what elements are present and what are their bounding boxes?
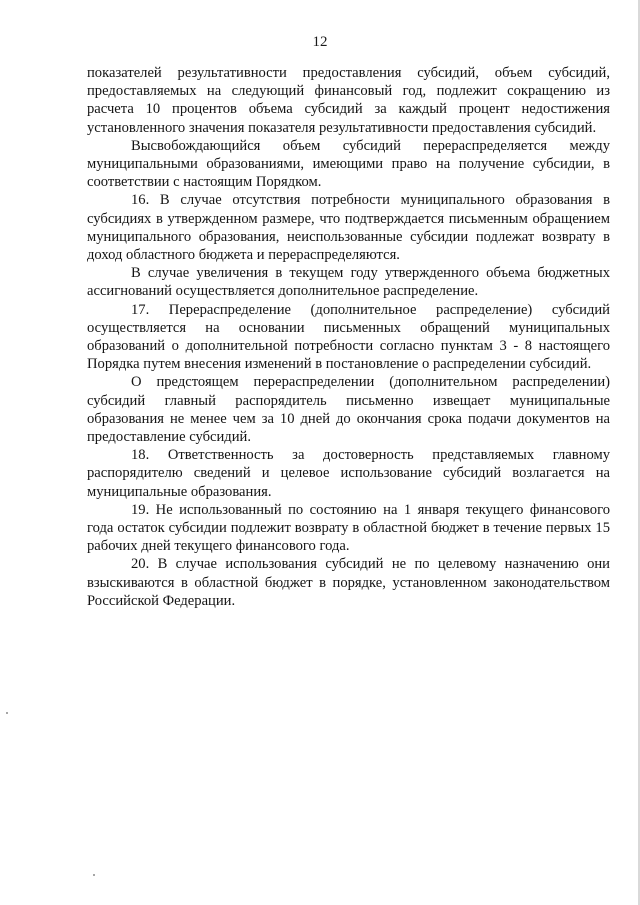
paragraph-item-17: 17. Перераспределение (дополнительное распределение) субсидий осуществляется на основании письменных обращений муниципальных образований о дополнительной потребности согласно пунктам 3 - 8 настоящего Порядка путем внесения изменений в постановление о распределении субсидий.	[87, 301, 610, 373]
paragraph-redistribution-between-municipalities: Высвобождающийся объем субсидий перераспределяется между муниципальными образованиями, имеющими право на получение субсидии, в соответствии с настоящим Порядком.	[87, 137, 610, 191]
paragraph-additional-distribution: В случае увеличения в текущем году утвержденного объема бюджетных ассигнований осуществляется дополнительное распределение.	[87, 265, 610, 300]
paragraph-item-20: 20. В случае использования субсидий не по целевому назначению они взыскиваются в областной бюджет в порядке, установленном законодательством Российской Федерации.	[87, 556, 610, 609]
document-body	[87, 64, 610, 610]
paragraph-item-16: 16. В случае отсутствия потребности муниципального образования в субсидиях в утвержденном размере, что подтверждается письменным обращением муниципального образования, неиспользованные субсидии подлежат возврату в доход областного бюджета и перераспределяются.	[87, 192, 610, 264]
page-number: 12	[312, 34, 328, 50]
paragraph-item-19: 19. Не использованный по состоянию на 1 января текущего финансового года остаток субсидии подлежит возврату в областной бюджет в течение первых 15 рабочих дней текущего финансового года.	[87, 501, 610, 555]
paragraph-item-18: 18. Ответственность за достоверность представляемых главному распорядителю сведений и целевое использование субсидий возлагается на муниципальные образования.	[87, 447, 610, 500]
paragraph-subsidy-reduction: показателей результативности предоставления субсидий, объем субсидий, предоставляемых на следующий финансовый год, подлежит сокращению из расчета 10 процентов объема субсидий за каждый процент недостижения установленного значения показателя результативности предоставления субсидий.	[87, 65, 610, 136]
scan-speck	[93, 874, 95, 876]
paragraph-redistribution-notice: О предстоящем перераспределении (дополнительном распределении) субсидий главный распорядитель письменно извещает муниципальные образования не менее чем за 10 дней до окончания срока подачи документов на предоставление субсидий.	[87, 374, 610, 446]
scan-speck	[6, 712, 8, 714]
